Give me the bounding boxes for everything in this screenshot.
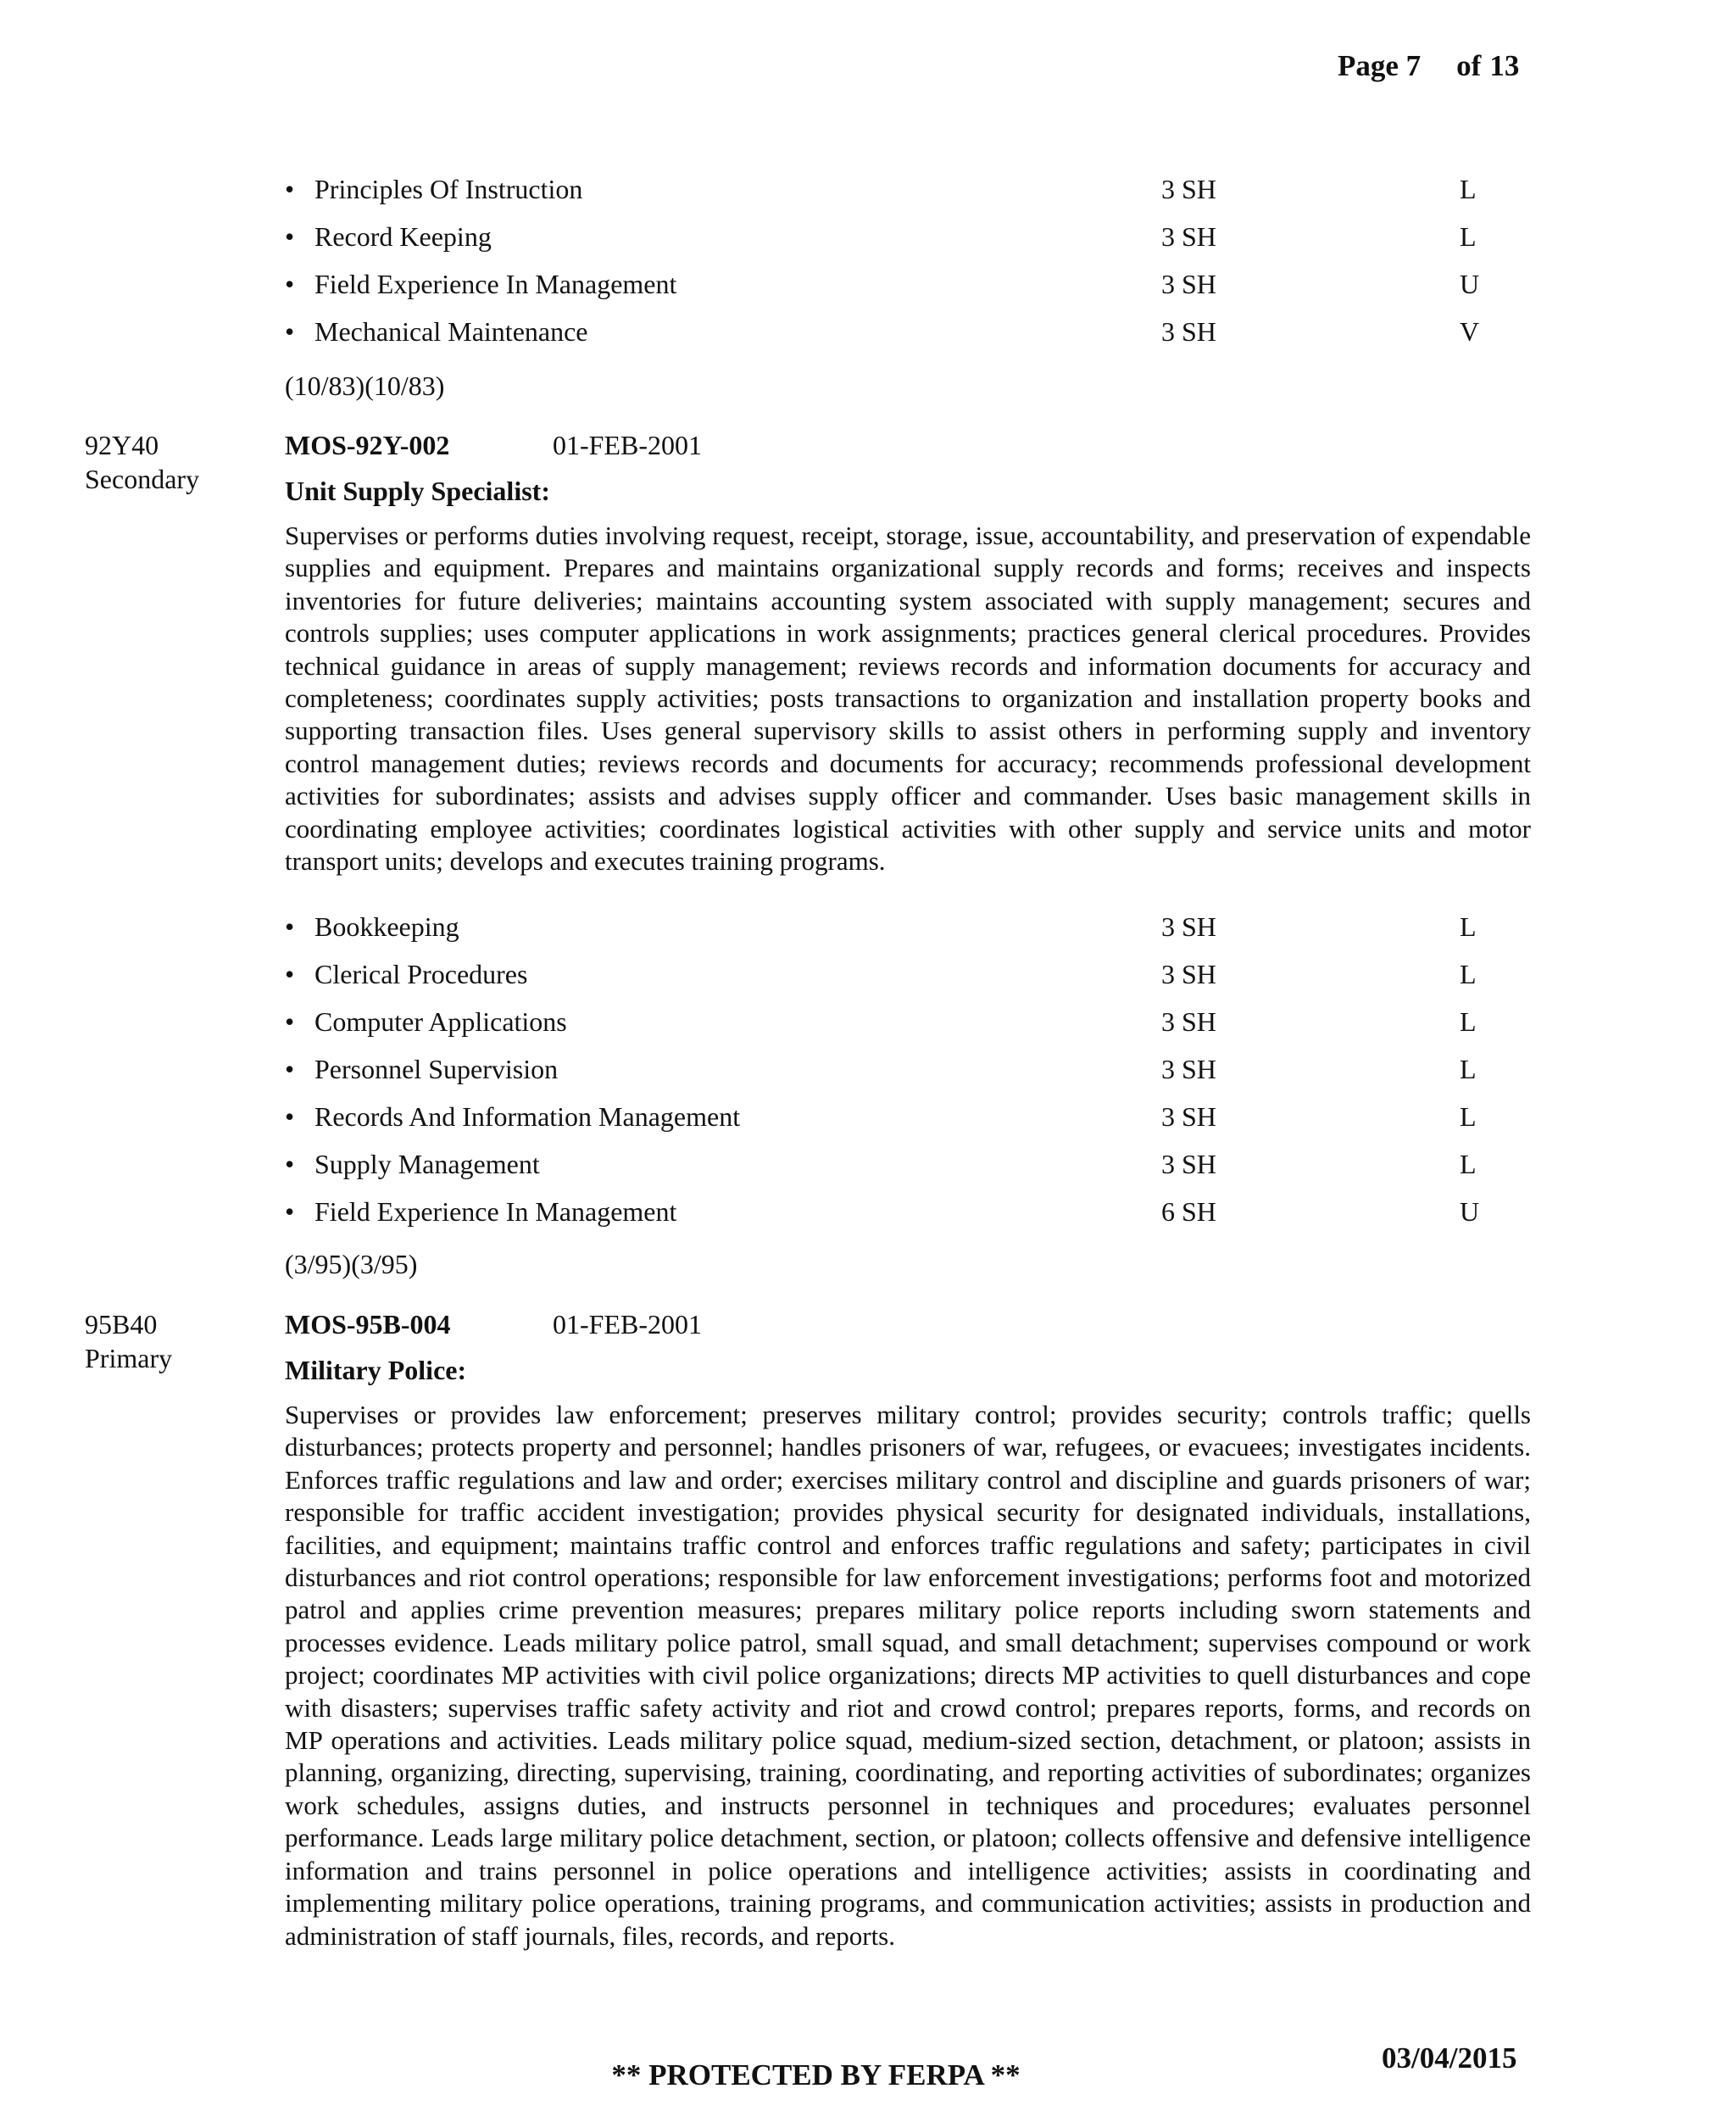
course-row: [285, 260, 1488, 308]
course-row: [285, 950, 1488, 998]
mos-title: Military Police:: [285, 1355, 467, 1385]
mos-id: MOS-95B-004: [285, 1309, 451, 1339]
course-row: [285, 903, 1488, 950]
course-row: [285, 998, 1488, 1045]
course-name: Clerical Procedures: [314, 959, 528, 989]
course-name: Computer Applications: [314, 1006, 567, 1037]
course-row: [285, 308, 1488, 355]
bullet-icon: •: [285, 1006, 295, 1037]
ferpa-notice: ** PROTECTED BY FERPA **: [611, 2058, 1021, 2091]
bullet-icon: •: [285, 269, 295, 299]
course-row: [285, 1045, 1488, 1093]
course-level: L: [1460, 1149, 1477, 1179]
course-credits: 3 SH: [1161, 174, 1216, 204]
course-name: Field Experience In Management: [314, 269, 677, 299]
course-level: V: [1460, 316, 1480, 347]
course-level: U: [1460, 1196, 1480, 1227]
footer-date: 03/04/2015: [1382, 2041, 1517, 2075]
mos-title: Unit Supply Specialist:: [285, 476, 550, 506]
course-credits: 3 SH: [1161, 959, 1216, 989]
course-level: U: [1460, 269, 1480, 299]
course-level: L: [1460, 1006, 1477, 1037]
course-credits: 3 SH: [1161, 1054, 1216, 1084]
bullet-icon: •: [285, 174, 295, 204]
course-name: Bookkeeping: [314, 911, 459, 942]
bullet-icon: •: [285, 911, 295, 942]
course-name: Record Keeping: [314, 221, 492, 252]
course-credits: 6 SH: [1161, 1196, 1216, 1227]
page-label: Page 7: [1338, 49, 1422, 82]
mos-course-list: [285, 903, 1488, 1235]
course-credits: 3 SH: [1161, 1101, 1216, 1132]
mos-description: Supervises or performs duties involving request, receipt, storage, issue, accountability, and preservation of expendable supplies and equipment. Prepares and maintains organizational supply records and forms; receives and inspects inventories for future deliveries; maintains accounting system associated with supply management; secures and controls supplies; uses computer applications in work assignments; practices general clerical procedures. Provides technical guidance in areas of supply management; reviews records and information documents for accuracy and completeness; coordinates supply activities; posts transactions to organization and installation property books and supporting transaction files. Uses general supervisory skills to assist others in performing supply and inventory control management duties; reviews records and documents for accuracy; recommends professional development activities for subordinates; assists and advises supply officer and commander. Uses basic management skills in coordinating employee activities; coordinates logistical activities with other supply and service units and motor transport units; develops and executes training programs.: [285, 521, 1531, 877]
mos-code: 95B40: [85, 1309, 158, 1339]
course-row: [285, 1140, 1488, 1188]
course-row: [285, 1188, 1488, 1235]
course-credits: 3 SH: [1161, 1006, 1216, 1037]
course-level: L: [1460, 959, 1477, 989]
top-date-code: (10/83)(10/83): [285, 370, 445, 401]
course-name: Principles Of Instruction: [314, 174, 583, 204]
page-of-label: of: [1456, 49, 1482, 82]
course-credits: 3 SH: [1161, 221, 1216, 252]
course-name: Supply Management: [314, 1149, 540, 1179]
mos-date-code: (3/95)(3/95): [285, 1249, 418, 1279]
course-credits: 3 SH: [1161, 269, 1216, 299]
bullet-icon: •: [285, 1054, 295, 1084]
course-row: [285, 213, 1488, 260]
course-name: Field Experience In Management: [314, 1196, 677, 1227]
top-course-list: [285, 165, 1488, 355]
mos-type: Secondary: [85, 464, 200, 494]
course-level: L: [1460, 1101, 1477, 1132]
course-level: L: [1460, 1054, 1477, 1084]
course-credits: 3 SH: [1161, 316, 1216, 347]
course-name: Records And Information Management: [314, 1101, 741, 1132]
bullet-icon: •: [285, 221, 295, 252]
course-name: Mechanical Maintenance: [314, 316, 588, 347]
bullet-icon: •: [285, 1149, 295, 1179]
course-row: [285, 165, 1488, 213]
course-name: Personnel Supervision: [314, 1054, 559, 1084]
mos-code: 92Y40: [85, 430, 159, 460]
bullet-icon: •: [285, 1196, 295, 1227]
course-level: L: [1460, 911, 1477, 942]
mos-date: 01-FEB-2001: [553, 1309, 702, 1339]
page-number: [1338, 49, 1519, 83]
mos-id: MOS-92Y-002: [285, 430, 450, 460]
course-level: L: [1460, 221, 1477, 252]
mos-date: 01-FEB-2001: [553, 430, 702, 460]
mos-description: Supervises or provides law enforcement; preserves military control; provides security; controls traffic; quells disturbances; protects property and personnel; handles prisoners of war, refugees, or evacuees; investigates incidents. Enforces traffic regulations and law and order; exercises military control and discipline and guards prisoners of war; responsible for traffic accident investigation; provides physical security for designated individuals, installations, facilities, and equipment; maintains traffic control and enforces traffic regulations and safety; participates in civil disturbances and riot control operations; responsible for law enforcement investigations; performs foot and motorized patrol and applies crime prevention measures; prepares military police reports including sworn statements and processes evidence. Leads military police patrol, small squad, and small detachment; supervises compound or work project; coordinates MP activities with civil police organizations; directs MP activities to quell disturbances and cope with disasters; supervises traffic safety activity and riot and crowd control; prepares reports, forms, and records on MP operations and activities. Leads military police squad, medium-sized section, detachment, or platoon; assists in planning, organizing, directing, supervising, training, coordinating, and reporting activities of subordinates; organizes work schedules, assigns duties, and instructs personnel in techniques and procedures; evaluates personnel performance. Leads large military police detachment, section, or platoon; collects offensive and defensive intelligence information and trains personnel in police operations and intelligence activities; assists in coordinating and implementing military police operations, training programs, and communication activities; assists in production and administration of staff journals, files, records, and reports.: [285, 1400, 1531, 1951]
page-total: 13: [1489, 49, 1520, 82]
bullet-icon: •: [285, 1101, 295, 1132]
course-row: [285, 1093, 1488, 1140]
course-level: L: [1460, 174, 1477, 204]
mos-type: Primary: [85, 1343, 173, 1373]
course-credits: 3 SH: [1161, 911, 1216, 942]
bullet-icon: •: [285, 959, 295, 989]
bullet-icon: •: [285, 316, 295, 347]
course-credits: 3 SH: [1161, 1149, 1216, 1179]
